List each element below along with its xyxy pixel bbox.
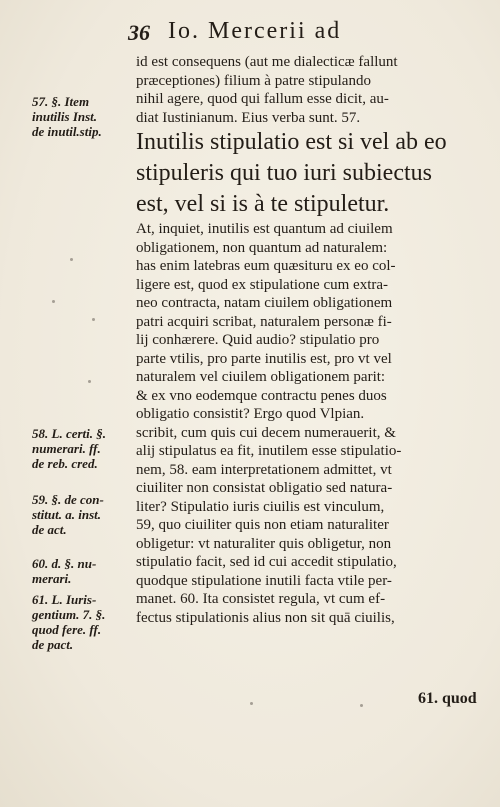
- text-line: præceptiones) filium à patre stipulando: [136, 72, 371, 89]
- margin-note-line: 59. §. de con-: [32, 492, 104, 507]
- margin-note-line: de act.: [32, 522, 67, 537]
- quoted-text-line: stipuleris qui tuo iuri subiectus: [136, 160, 432, 186]
- ink-speck: [52, 300, 55, 303]
- margin-note: [32, 426, 132, 471]
- margin-note-line: numerari. ff.: [32, 441, 101, 456]
- text-line: neo contracta, natam ciuilem obligationem: [136, 295, 393, 311]
- text-line: stipulatio facit, sed id cui accedit stipulatio,: [136, 554, 397, 570]
- text-line: nem, 58. eam interpretationem admittet, vt: [136, 461, 392, 478]
- ink-speck: [360, 704, 363, 707]
- text-line: At, inquiet, inutilis est quantum ad ciuilem: [136, 221, 393, 237]
- text-line: quodque stipulatione inutili facta vtile per-: [136, 572, 392, 589]
- margin-note-line: stitut. a. inst.: [32, 507, 101, 522]
- ink-speck: [250, 702, 253, 705]
- text-line: ligere est, quod ex stipulatione cum extra-: [136, 276, 389, 293]
- text-line: has enim latebras eum quæsituru ex eo col-: [136, 258, 396, 274]
- margin-note-line: inutilis Inst.: [32, 109, 98, 124]
- ink-speck: [92, 318, 95, 321]
- text-line: obligationem, non quantum ad naturalem:: [136, 239, 388, 256]
- text-line: alij stipulatus ea fit, inutilem esse stipulatio-: [136, 443, 402, 459]
- margin-note-line: 60. d. §. nu-: [32, 556, 97, 571]
- margin-note-line: de inutil.stip.: [32, 124, 102, 139]
- body-text: [136, 53, 460, 627]
- quoted-text-line: Inutilis stipulatio est si vel ab eo: [136, 129, 447, 155]
- quoted-text-line: est, vel si is à te stipuletur.: [136, 191, 390, 217]
- catchword: 61. quod: [418, 690, 477, 707]
- text-line: fectus stipulationis alius non sit quā ciuilis,: [136, 609, 395, 626]
- text-line: manet. 60. Ita consistet regula, vt cum ef-: [136, 591, 386, 607]
- text-line: parte vtilis, pro parte inutilis est, pro vt vel: [136, 350, 392, 367]
- running-head: Io. Mercerii ad: [168, 18, 342, 44]
- page-header: [128, 14, 448, 48]
- margin-note: [32, 592, 132, 652]
- ink-speck: [88, 380, 91, 383]
- text-line: obligatio consistit? Ergo quod Vlpian.: [136, 406, 365, 422]
- margin-note: [32, 94, 132, 139]
- text-line: patri acquiri scribat, naturalem personæ fi-: [136, 313, 392, 330]
- margin-note-line: 58. L. certi. §.: [32, 426, 107, 441]
- text-line: diat Iustinianum. Eius verba sunt. 57.: [136, 109, 361, 126]
- margin-note: [32, 556, 132, 586]
- text-line: scribit, cum quis cui decem numerauerit, &: [136, 424, 396, 441]
- text-line: 59, quo ciuiliter quis non etiam naturaliter: [136, 517, 389, 533]
- margin-note-line: quod fere. ff.: [32, 622, 102, 637]
- text-line: nihil agere, quod qui fallum esse dicit, au-: [136, 91, 389, 107]
- margin-note-line: 61. L. Iuris-: [32, 592, 97, 607]
- margin-note-line: gentium. 7. §.: [32, 607, 106, 622]
- text-line: liter? Stipulatio iuris ciuilis est vinculum,: [136, 498, 385, 515]
- margin-notes: [32, 86, 128, 726]
- text-line: & ex vno eodemque contractu penes duos: [136, 387, 387, 404]
- ink-speck: [70, 258, 73, 261]
- margin-note: [32, 492, 132, 537]
- text-line: id est consequens (aut me dialecticæ fallunt: [136, 54, 398, 70]
- text-line: lij conhærere. Quid audio? stipulatio pro: [136, 332, 380, 348]
- margin-note-line: de reb. cred.: [32, 456, 98, 471]
- page-number: 36: [128, 20, 150, 45]
- text-line: naturalem vel ciuilem obligationem parit:: [136, 369, 386, 385]
- margin-note-line: 57. §. Item: [32, 94, 90, 109]
- text-line: ciuiliter non consistat obligatio sed natura-: [136, 480, 393, 496]
- margin-note-line: merari.: [32, 571, 72, 586]
- text-line: obligetur: vt naturaliter quis obligetur, non: [136, 535, 392, 552]
- margin-note-line: de pact.: [32, 637, 74, 652]
